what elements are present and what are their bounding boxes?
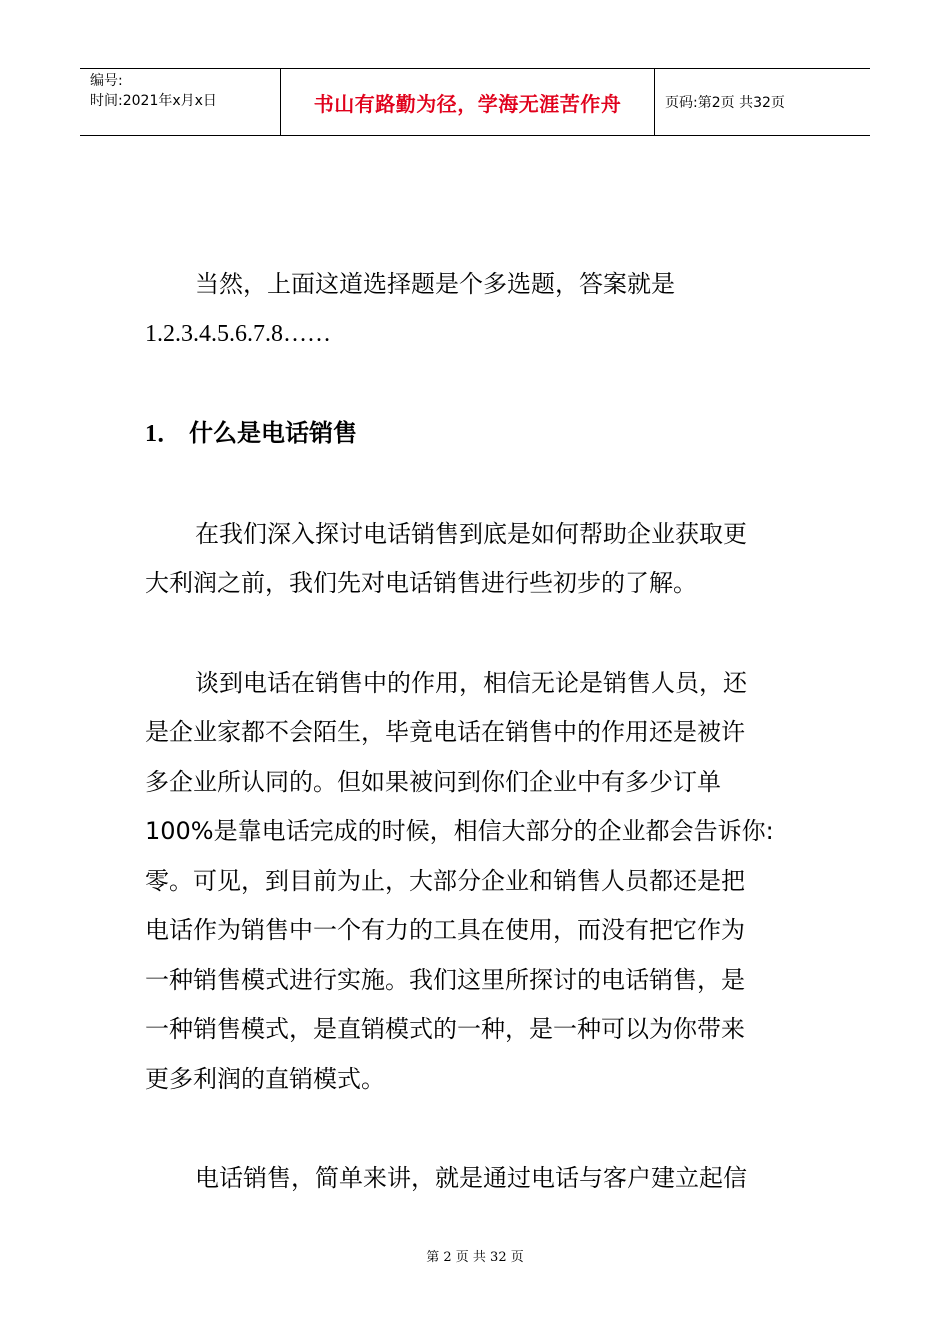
header-page-info: 页码:第2页 共32页	[665, 95, 785, 111]
document-body	[145, 260, 825, 1204]
paragraph-line: 电话销售，简单来讲，就是通过电话与客户建立起信	[195, 1164, 747, 1192]
paragraph-line: 谈到电话在销售中的作用，相信无论是销售人员，还	[195, 668, 747, 697]
paragraph-line: 100%是靠电话完成的时候，相信大部分的企业都会告诉你:	[145, 817, 774, 845]
document-date-label: 时间:2021年x月x日	[90, 93, 217, 109]
paragraph-line: 在我们深入探讨电话销售到底是如何帮助企业获取更	[195, 519, 747, 548]
section-heading	[145, 409, 825, 460]
section-number: 1．	[145, 421, 181, 447]
header-motto: 书山有路勤为径，学海无涯苦作舟	[281, 69, 655, 135]
paragraph-line: 大利润之前，我们先对电话销售进行些初步的了解。	[145, 569, 697, 597]
paragraph-line: 是企业家都不会陌生，毕竟电话在销售中的作用还是被许	[145, 718, 745, 746]
paragraph-line: 一种销售模式，是直销模式的一种，是一种可以为你带来	[145, 1015, 745, 1043]
paragraph-line: 多企业所认同的。但如果被问到你们企业中有多少订单	[145, 767, 721, 796]
answer-sequence: 1.2.3.4.5.6.7.8……	[145, 320, 331, 347]
paragraph-line: 一种销售模式进行实施。我们这里所探讨的电话销售，是	[145, 965, 745, 994]
paragraph-line: 零。可见，到目前为止，大部分企业和销售人员都还是把	[145, 866, 745, 895]
header-meta	[80, 69, 281, 135]
paragraph-line: 更多利润的直销模式。	[145, 1064, 385, 1093]
section-title: 什么是电话销售	[189, 419, 357, 447]
page-footer: 第 2 页 共 32 页	[426, 1250, 524, 1265]
page-header	[80, 68, 870, 136]
document-number-label: 编号:	[90, 73, 123, 89]
paragraph-line: 当然，上面这道选择题是个多选题，答案就是	[195, 270, 675, 298]
paragraph-line: 电话作为销售中一个有力的工具在使用，而没有把它作为	[145, 916, 745, 944]
